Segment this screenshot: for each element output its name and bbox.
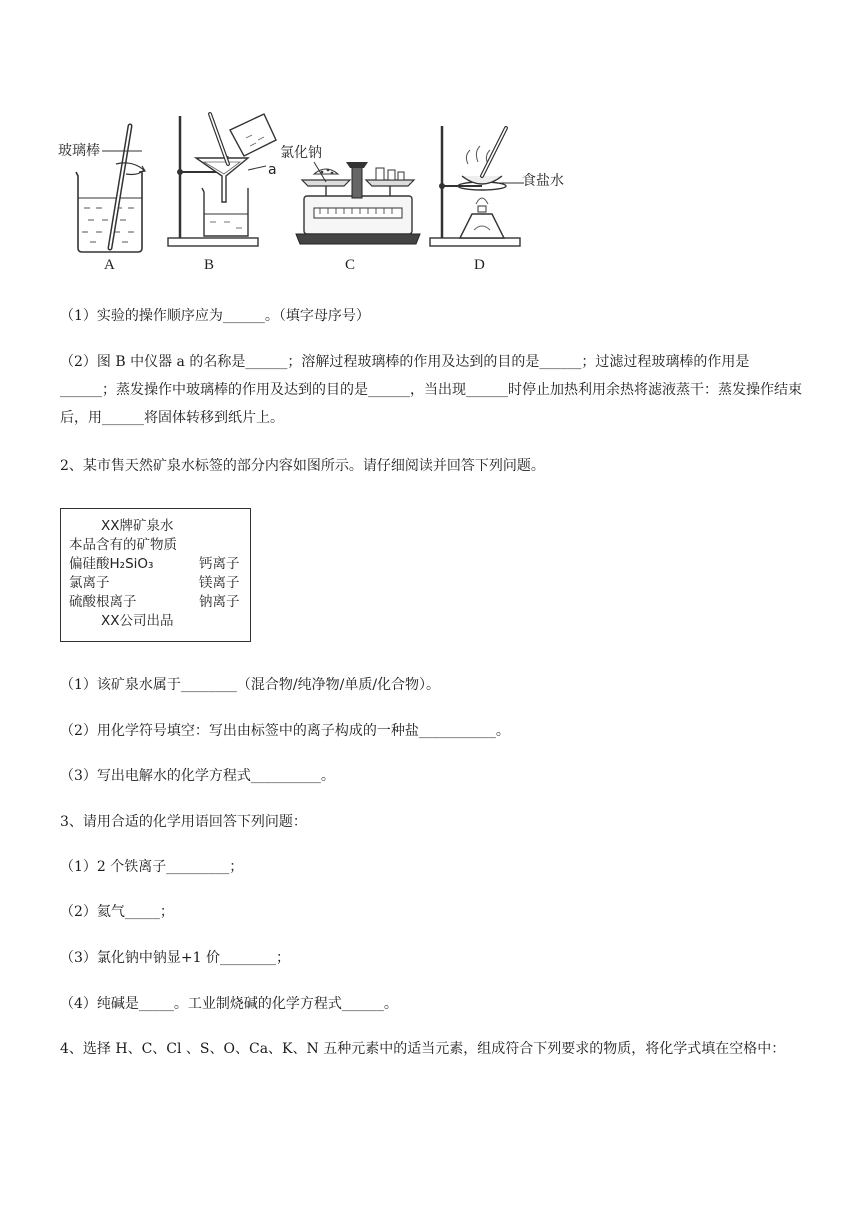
- label-minerals-title: 本品含有的矿物质: [69, 537, 177, 553]
- q3-sub3: （3）氯化钠中钠显+1 价________；: [60, 950, 290, 966]
- salt-water-leader-line: [498, 180, 524, 186]
- label-chloride: 氯离子: [69, 575, 110, 591]
- label-brand: XX牌矿泉水: [101, 518, 174, 534]
- glass-rod-label: 玻璃棒: [58, 143, 100, 159]
- q2-stem: 2、某市售天然矿泉水标签的部分内容如图所示。请仔细阅读并回答下列问题。: [60, 458, 545, 474]
- q1-sub2: （2）图 B 中仪器 a 的名称是______；溶解过程玻璃棒的作用及达到的目的是______；过滤过程玻璃棒的作用是______；蒸发操作中玻璃棒的作用及达到的目的是______，当出现______时停止加热利用余热将滤液蒸干：蒸发操作结束后，用______将固体转移到纸片上。: [60, 354, 802, 426]
- q3-sub2: （2）氦气_____；: [60, 904, 174, 920]
- figure-letter-a: A: [104, 257, 115, 273]
- q2-sub2: （2）用化学符号填空：写出由标签中的离子构成的一种盐___________。: [60, 723, 510, 739]
- figure-letter-b: B: [204, 257, 215, 273]
- apparatus-figure: [50, 100, 610, 280]
- label-company: XX公司出品: [101, 613, 174, 629]
- instrument-a-label: a: [268, 162, 277, 178]
- q2-sub3: （3）写出电解水的化学方程式__________。: [60, 768, 335, 784]
- balance-diagram: [288, 156, 428, 248]
- sodium-chloride-label: 氯化钠: [280, 145, 322, 161]
- q4-stem: 4、选择 H、C、Cl 、S、O、Ca、K、N 五种元素中的适当元素，组成符合下列要求的物质，将化学式填在空格中：: [60, 1041, 786, 1057]
- figure-letter-c: C: [345, 257, 356, 273]
- figure-letter-d: D: [474, 257, 485, 273]
- q3-sub4: （4）纯碱是_____。工业制烧碱的化学方程式______。: [60, 996, 398, 1012]
- q3-stem: 3、请用合适的化学用语回答下列问题：: [60, 814, 307, 830]
- mineral-water-label-box: [60, 508, 251, 642]
- glass-rod-leader-line: [102, 148, 142, 154]
- label-sodium: 钠离子: [199, 594, 240, 610]
- label-silicic-acid: 偏硅酸H₂SiO₃: [69, 556, 154, 572]
- q1-sub1: （1）实验的操作顺序应为______。（填字母序号）: [60, 308, 370, 324]
- label-magnesium: 镁离子: [199, 575, 240, 591]
- sodium-chloride-leader-line: [312, 160, 332, 186]
- label-calcium: 钙离子: [199, 556, 240, 572]
- q3-sub1: （1）2 个铁离子_________；: [60, 859, 244, 875]
- salt-water-label: 食盐水: [522, 173, 564, 189]
- q2-sub1: （1）该矿泉水属于________（混合物/纯净物/单质/化合物）。: [60, 677, 441, 693]
- label-sulfate: 硫酸根离子: [69, 594, 137, 610]
